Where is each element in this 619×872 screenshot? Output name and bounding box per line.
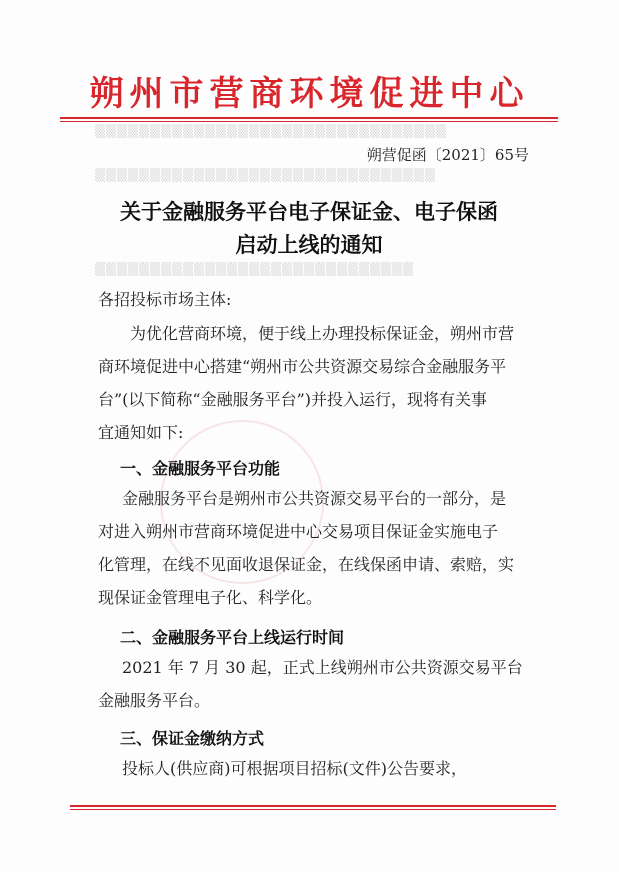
header-red-rule-thin: [60, 121, 558, 122]
section-1-paragraph: [98, 482, 528, 614]
paragraph-line: 金融服务平台是朔州市公共资源交易平台的一部分，是: [122, 489, 507, 508]
org-letterhead: 朔州市营商环境促进中心: [89, 74, 530, 114]
footer-red-rule-thin: [70, 809, 556, 810]
paragraph-line: 为优化营商环境，便于线上办理投标保证金，朔州市营: [130, 324, 515, 343]
footer-red-rule: [70, 805, 556, 807]
paragraph-line: 对进入朔州市营商环境促进中心交易项目保证金实施电子: [98, 522, 499, 541]
paragraph-line: 金融服务平台。: [98, 691, 211, 710]
section-heading-3: 三、保证金缴纳方式: [120, 729, 265, 748]
bleed-through-text: ▒▒▒▒▒▒▒▒▒▒▒▒▒▒▒▒▒▒▒▒▒▒▒▒▒▒▒▒▒▒▒▒: [95, 124, 447, 139]
section-heading-2: 二、金融服务平台上线运行时间: [120, 628, 345, 647]
paragraph-line: 现保证金管理电子化、科学化。: [98, 588, 323, 607]
intro-paragraph: [98, 317, 528, 449]
title-line-1: 关于金融服务平台电子保证金、电子保函: [120, 200, 498, 224]
paragraph-line: 投标人(供应商)可根据项目招标(文件)公告要求，: [122, 759, 467, 778]
bleed-through-text: ▒▒▒▒▒▒▒▒▒▒▒▒▒▒▒▒▒▒▒▒▒▒▒▒▒▒▒▒▒▒▒: [95, 168, 436, 183]
paragraph-line: 宜通知如下:: [98, 423, 184, 442]
paragraph-line: 商环境促进中心搭建“朔州市公共资源交易综合金融服务平: [98, 357, 507, 376]
paragraph-line: 2021 年 7 月 30 起，正式上线朔州市公共资源交易平台: [122, 658, 523, 677]
addressee: 各招投标市场主体:: [98, 290, 232, 309]
section-heading-1: 一、金融服务平台功能: [120, 459, 281, 478]
bleed-through-text: ▒▒▒▒▒▒▒▒▒▒▒▒▒▒▒▒▒▒▒▒▒▒▒▒▒▒▒▒▒: [95, 262, 414, 277]
paragraph-line: 化管理，在线不见面收退保证金，在线保函申请、索赔，实: [98, 555, 515, 574]
document-title: [60, 196, 558, 262]
title-line-2: 启动上线的通知: [235, 233, 383, 257]
header-red-rule: [60, 117, 558, 119]
document-number: 朔营促函〔2021〕65号: [366, 146, 529, 164]
section-3-paragraph: [98, 752, 528, 785]
paragraph-line: 台”(以下简称“金融服务平台”)并投入运行，现将有关事: [98, 390, 488, 409]
section-2-paragraph: [98, 651, 528, 717]
